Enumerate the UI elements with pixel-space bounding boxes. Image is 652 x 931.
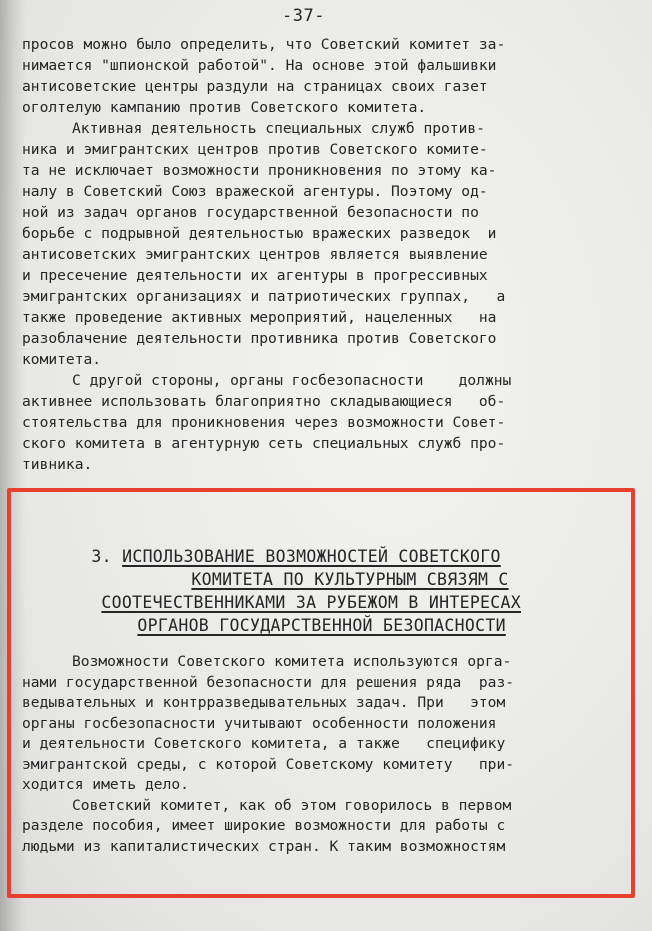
text-line: оголтелую кампанию против Советского комитета. [22, 99, 427, 116]
section-title-line: ИСПОЛЬЗОВАНИЕ ВОЗМОЖНОСТЕЙ СОВЕТСКОГО [122, 547, 501, 566]
text-line: разделе пособия, имеет широкие возможности для работы с [22, 817, 506, 834]
text-line: та не исключает возможности проникновения по этому ка- [22, 162, 497, 179]
text-line: Советский комитет, как об этом говорилось в первом [72, 796, 512, 814]
text-line: активнее использовать благоприятно складывающиеся об- [22, 393, 506, 410]
text-line: налу в Советский Союз вражеской агентуры. Поэтому од- [22, 183, 488, 200]
text-line: эмигрантских организациях и патриотических группах, а [22, 288, 506, 305]
text-line: Активная деятельность специальных служб против- [72, 120, 485, 137]
text-line: ника и эмигрантских центров против Советского комите- [22, 141, 488, 158]
text-line: также проведение активных мероприятий, нацеленных на [22, 309, 497, 326]
text-line: и пресечение деятельности их агентуры в прогрессивных [22, 267, 488, 284]
text-line: антисоветские центры раздули на страницах своих газет [22, 78, 488, 95]
text-line: стоятельства для проникновения через возможности Совет- [22, 414, 506, 431]
section-title-line: ОРГАНОВ ГОСУДАРСТВЕННОЙ БЕЗОПАСНОСТИ [137, 616, 506, 635]
text-line: нимается "шпионской работой". На основе этой фальшивки [22, 57, 497, 74]
text-line: ведывательных и контрразведывательных задач. При этом [22, 694, 506, 711]
section-body [22, 652, 602, 857]
text-line: и деятельности Советского комитета, а также специфику [22, 735, 506, 752]
section-title-line: КОМИТЕТА ПО КУЛЬТУРНЫМ СВЯЗЯМ С [191, 570, 509, 589]
text-line: ной из задач органов государственной безопасности по [22, 204, 479, 221]
text-line: комитета. [22, 351, 102, 368]
top-paragraphs [22, 34, 592, 475]
text-line: ходится иметь дело. [22, 776, 189, 793]
text-line: просов можно было определить, что Советский комитет за- [22, 36, 506, 53]
text-line: антисоветских эмигрантских центров является выявление [22, 246, 488, 263]
text-line: борьбе с подрывной деятельностью вражеских разведок и [22, 225, 497, 242]
text-line: нами государственной безопасности для решения ряда раз- [22, 673, 515, 691]
text-line: разоблачение деятельности противника против Советского [22, 330, 497, 347]
section-heading [30, 522, 610, 635]
section-heading-line-1 [30, 522, 610, 566]
text-line: ского комитета в агентурную сеть специальных служб про- [22, 435, 506, 452]
text-line: С другой стороны, органы госбезопасности должны [72, 372, 512, 389]
text-line: людьми из капиталистических стран. К таким возможностям [22, 837, 506, 855]
page-number: -37- [282, 6, 325, 26]
section-title-line: СООТЕЧЕСТВЕННИКАМИ ЗА РУБЕЖОМ В ИНТЕРЕСАХ [101, 593, 521, 612]
section-number: 3. [91, 547, 112, 566]
text-line: органы госбезопасности учитывают особенности положения [22, 714, 497, 732]
text-line: эмигрантской среды, с которой Советскому комитету при- [22, 755, 515, 773]
text-line: тивника. [22, 456, 93, 473]
text-line: Возможности Советского комитета используются орга- [72, 653, 512, 670]
